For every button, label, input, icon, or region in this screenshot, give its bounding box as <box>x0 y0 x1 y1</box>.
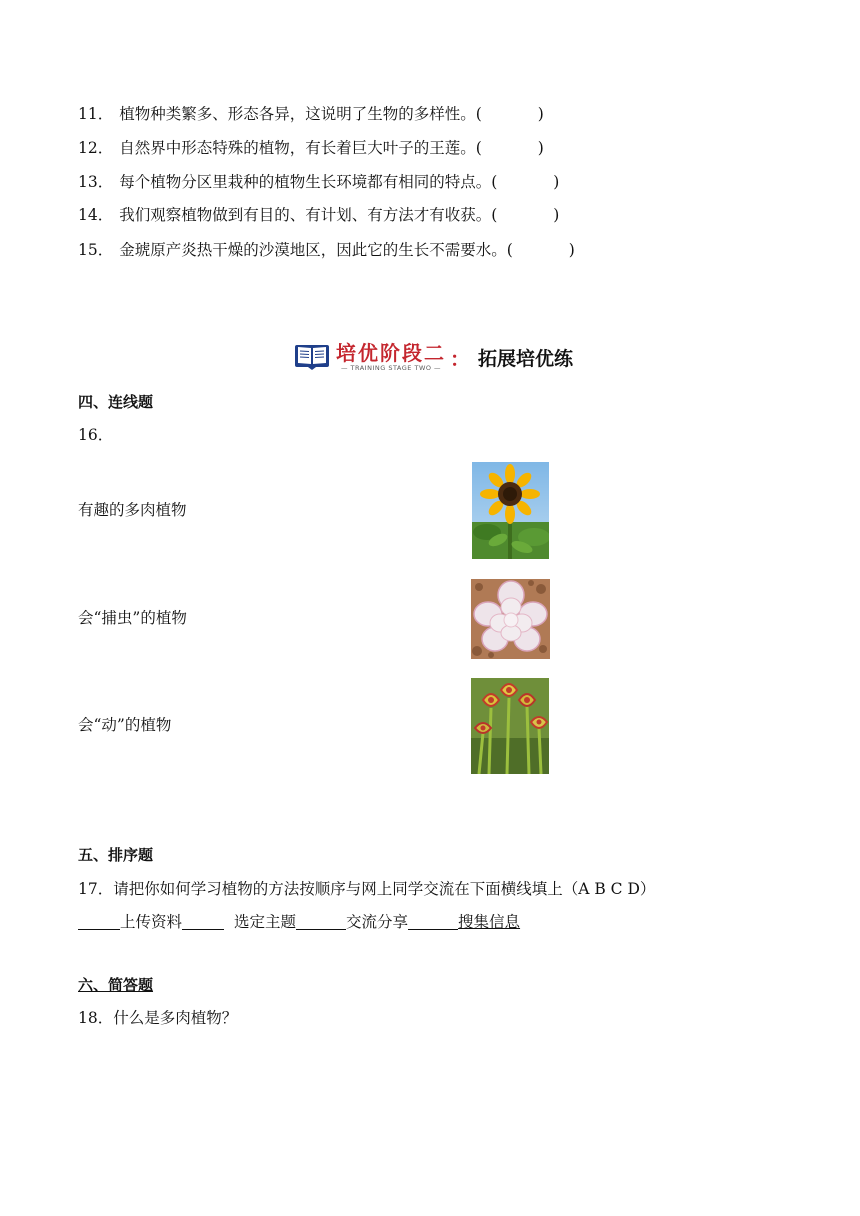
question-11: 11． 植物种类繁多、形态各异，这说明了生物的多样性。( ) <box>78 105 544 123</box>
option-text: 交流分享 <box>346 913 409 931</box>
succulent-image[interactable] <box>471 579 550 659</box>
section-heading: 四、连线题 <box>78 393 154 411</box>
question-number: 11． <box>78 105 114 123</box>
answer-blank[interactable] <box>78 913 120 930</box>
banner-subtitle: — TRAINING STAGE TWO — <box>340 364 442 372</box>
question-number: 12． <box>78 139 114 157</box>
banner-right-title: 拓展培优练 <box>478 347 574 370</box>
answer-blank[interactable] <box>182 913 224 930</box>
option-text: 搜集信息 <box>458 913 521 931</box>
venus-flytrap-image[interactable] <box>471 678 549 774</box>
book-icon <box>294 343 330 371</box>
question-18: 18．什么是多肉植物？ <box>78 1009 238 1027</box>
question-17: 17．请把你如何学习植物的方法按顺序与网上同学交流在下面横线填上（A B C D） <box>78 880 656 898</box>
banner-title: 培优阶段二 <box>336 341 446 365</box>
answer-blank[interactable] <box>296 913 346 930</box>
question-text: 每个植物分区里栽种的植物生长环境都有相同的特点。( <box>119 173 498 191</box>
option-text: 选定主题 <box>234 913 297 931</box>
question-text: 金琥原产炎热干燥的沙漠地区，因此它的生长不需要水。( <box>119 241 513 259</box>
sunflower-image[interactable] <box>472 462 549 559</box>
answer-blank[interactable] <box>408 913 458 930</box>
match-item[interactable]: 会“捕虫”的植物 <box>78 609 187 627</box>
ordering-line <box>78 912 520 932</box>
match-item[interactable]: 会“动”的植物 <box>78 716 172 734</box>
question-13: 13． 每个植物分区里栽种的植物生长环境都有相同的特点。( ) <box>78 173 560 191</box>
section-heading: 六、简答题 <box>78 976 154 994</box>
question-number: 16． <box>78 426 114 444</box>
question-text: 我们观察植物做到有目的、有计划、有方法才有收获。( <box>119 206 498 224</box>
section-heading: 五、排序题 <box>78 846 154 864</box>
stage-banner <box>294 340 573 374</box>
question-text: 植物种类繁多、形态各异，这说明了生物的多样性。( <box>119 105 482 123</box>
question-text: 自然界中形态特殊的植物，有长着巨大叶子的王莲。( <box>119 139 482 157</box>
question-15: 15． 金琥原产炎热干燥的沙漠地区，因此它的生长不需要水。( ) <box>78 241 575 259</box>
question-14: 14． 我们观察植物做到有目的、有计划、有方法才有收获。( ) <box>78 206 560 224</box>
question-12: 12． 自然界中形态特殊的植物，有长着巨大叶子的王莲。( ) <box>78 139 544 157</box>
option-text: 上传资料 <box>120 913 183 931</box>
question-number: 13． <box>78 173 114 191</box>
question-number: 14． <box>78 206 114 224</box>
question-number: 15． <box>78 241 114 259</box>
banner-colon: ： <box>450 346 470 371</box>
match-item[interactable]: 有趣的多肉植物 <box>78 501 187 519</box>
